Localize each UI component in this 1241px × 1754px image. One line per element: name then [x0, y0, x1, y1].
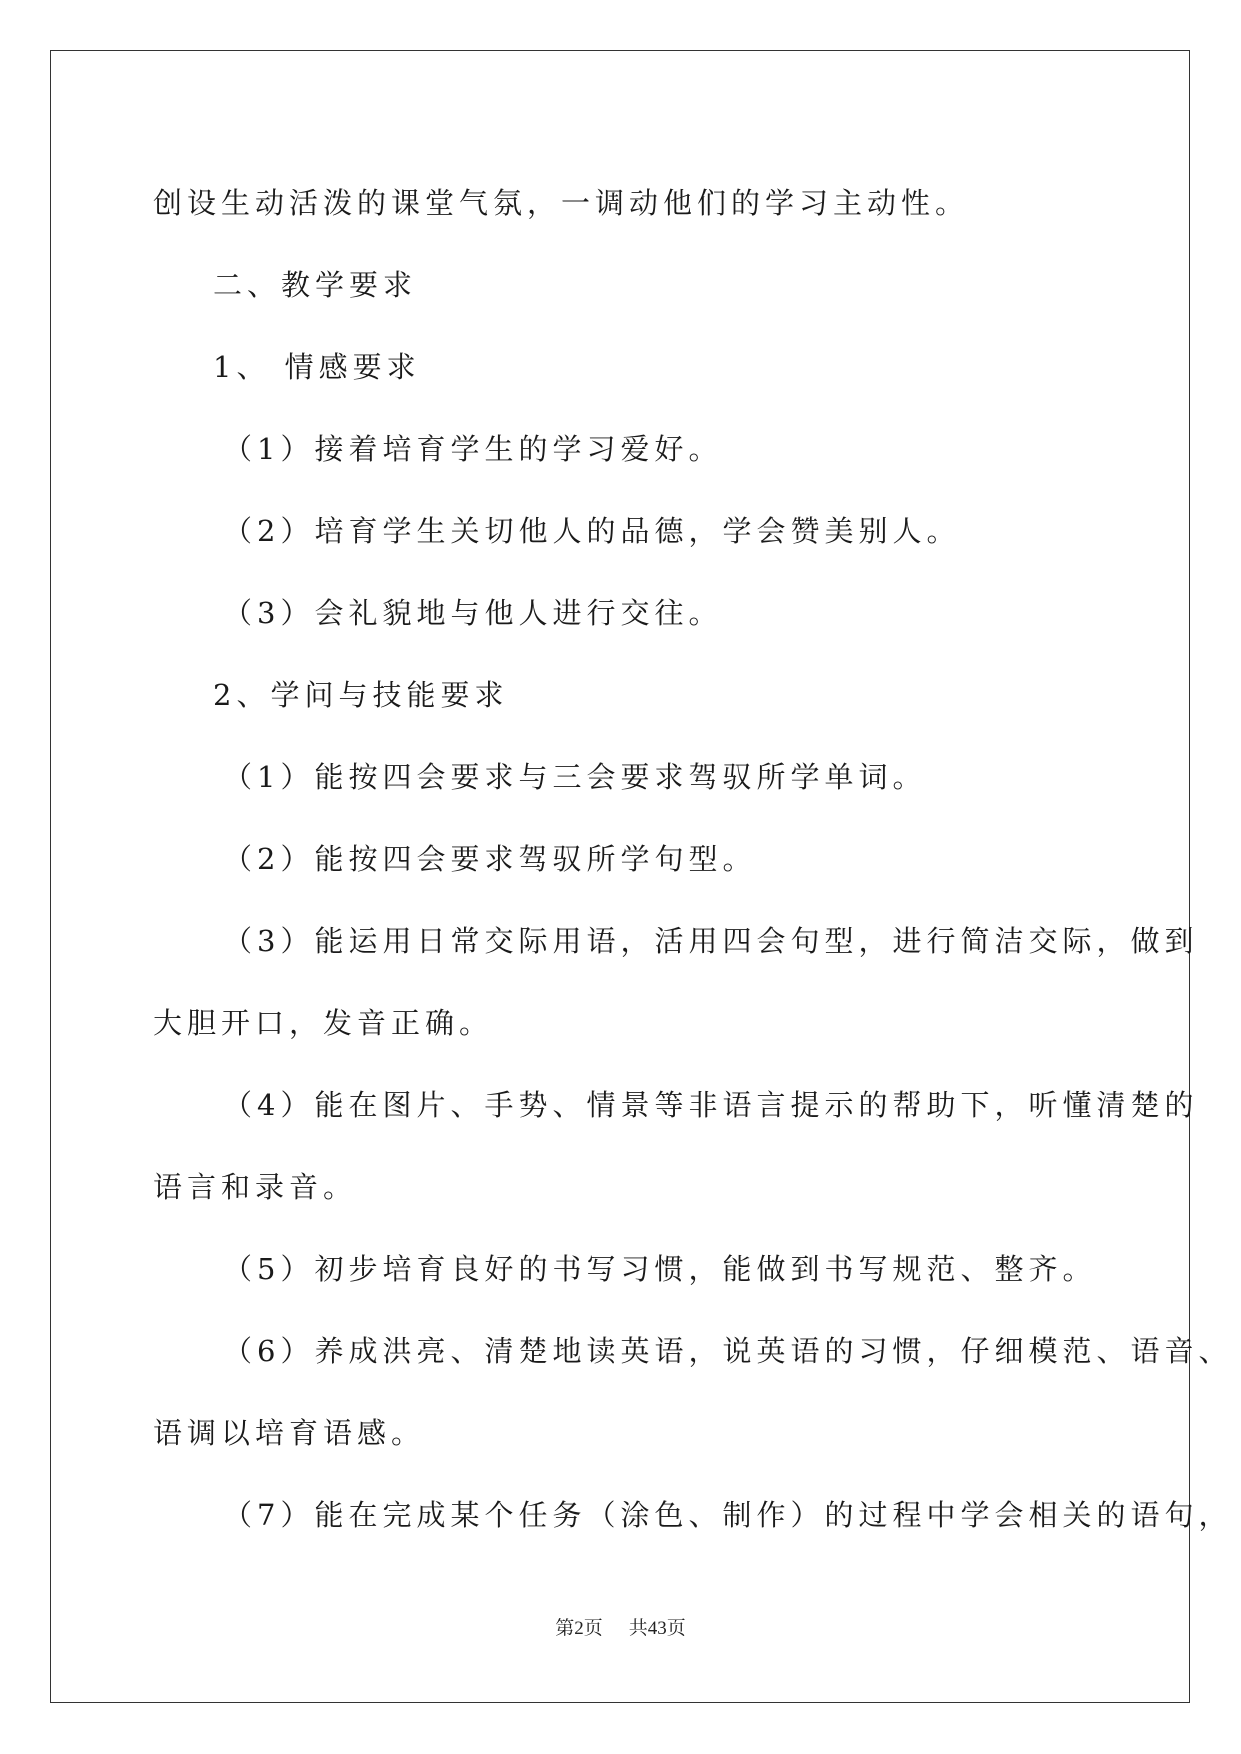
document-body — [153, 162, 1233, 1556]
subsection-heading: 2、学问与技能要求 — [213, 678, 509, 712]
list-item: （2）能按四会要求驾驭所学句型。 — [223, 842, 757, 876]
list-item: （3）能运用日常交际用语，活用四会句型，进行简洁交际，做到 — [223, 924, 1199, 958]
paragraph-line: 创设生动活泼的课堂气氛，一调动他们的学习主动性。 — [153, 186, 970, 220]
list-item: （1）接着培育学生的学习爱好。 — [223, 432, 723, 466]
subsection-heading: 1、 情感要求 — [213, 350, 421, 384]
list-item-continuation: 语调以培育语感。 — [153, 1416, 426, 1450]
section-heading: 二、教学要求 — [213, 268, 418, 302]
list-item: （5）初步培育良好的书写习惯，能做到书写规范、整齐。 — [223, 1252, 1097, 1286]
list-item: （3）会礼貌地与他人进行交往。 — [223, 596, 723, 630]
list-item: （6）养成洪亮、清楚地读英语，说英语的习惯，仔细模范、语音、 — [223, 1334, 1233, 1368]
list-item: （4）能在图片、手势、情景等非语言提示的帮助下，听懂清楚的 — [223, 1088, 1199, 1122]
page-footer — [0, 1617, 1241, 1641]
page-number: 第2页 — [555, 1618, 603, 1639]
list-item: （2）培育学生关切他人的品德，学会赞美别人。 — [223, 514, 961, 548]
list-item: （1）能按四会要求与三会要求驾驭所学单词。 — [223, 760, 927, 794]
page-total: 共43页 — [628, 1618, 686, 1639]
list-item-continuation: 语言和录音。 — [153, 1170, 358, 1204]
list-item-continuation: 大胆开口，发音正确。 — [153, 1006, 494, 1040]
list-item: （7）能在完成某个任务（涂色、制作）的过程中学会相关的语句， — [223, 1498, 1233, 1532]
